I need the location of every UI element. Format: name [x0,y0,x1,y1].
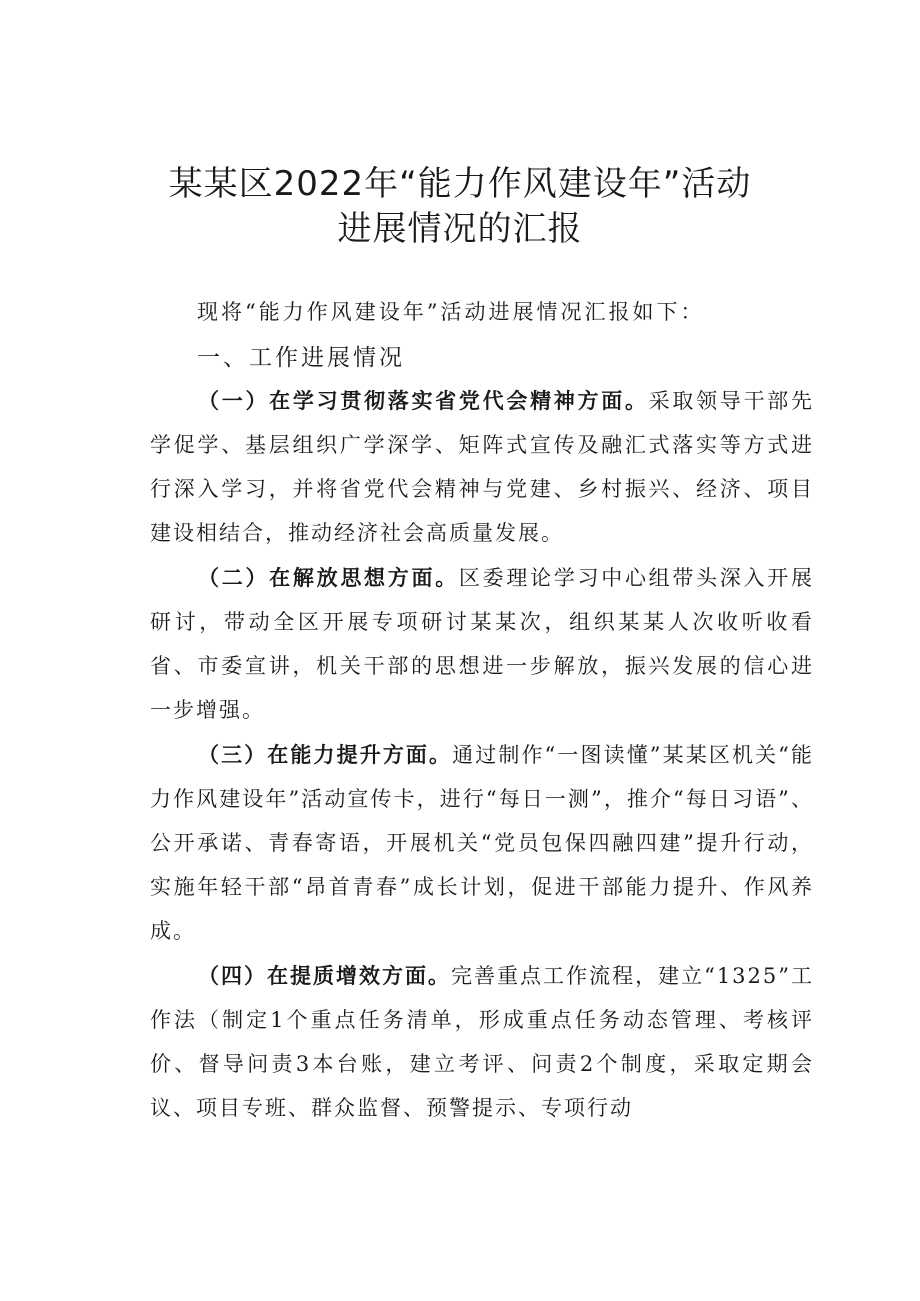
paragraph-4 [150,954,814,1130]
paragraph-body: 区委理论学习中心组带头深入开展研讨，带动全区开展专项研讨某某次，组织某某人次收听收看省、市委宣讲，机关干部的思想进一步解放，振兴发展的信心进一步增强。 [150,566,815,722]
document-title-line-2: 进展情况的汇报 [337,209,583,249]
intro-text: 现将“能力作风建设年”活动进展情况汇报如下： [197,300,705,324]
paragraph-2 [150,556,814,732]
section-heading: 一、工作进展情况 [197,345,405,371]
paragraph-lead: （二）在解放思想方面。 [198,565,459,590]
paragraph-lead: （四）在提质增效方面。 [198,963,452,988]
paragraph-3 [150,733,814,953]
paragraph-lead: （一）在学习贯彻落实省党代会精神方面。 [198,388,649,413]
paragraph-1 [150,379,814,555]
paragraph-body: 采取领导干部先学促学、基层组织广学深学、矩阵式宣传及融汇式落实等方式进行深入学习，并将省党代会精神与党建、乡村振兴、经济、项目建设相结合，推动经济社会高质量发展。 [150,389,815,545]
paragraph-body: 通过制作“一图读懂”某某区机关“能力作风建设年”活动宣传卡，进行“每日一测”，推介“每日习语”、公开承诺、青春寄语，开展机关“党员包保四融四建”提升行动，实施年轻干部“昂首青春”成长计划，促进干部能力提升、作风养成。 [150,743,814,943]
paragraph-body: 完善重点工作流程，建立“1325”工作法（制定1个重点任务清单，形成重点任务动态管理、考核评价、督导问责3本台账，建立考评、问责2个制度，采取定期会议、项目专班、群众监督、预警提示、专项行动 [150,964,815,1120]
paragraph-lead: （三）在能力提升方面。 [198,742,453,767]
document-title-line-1: 某某区2022年“能力作风建设年”活动 [168,164,752,204]
